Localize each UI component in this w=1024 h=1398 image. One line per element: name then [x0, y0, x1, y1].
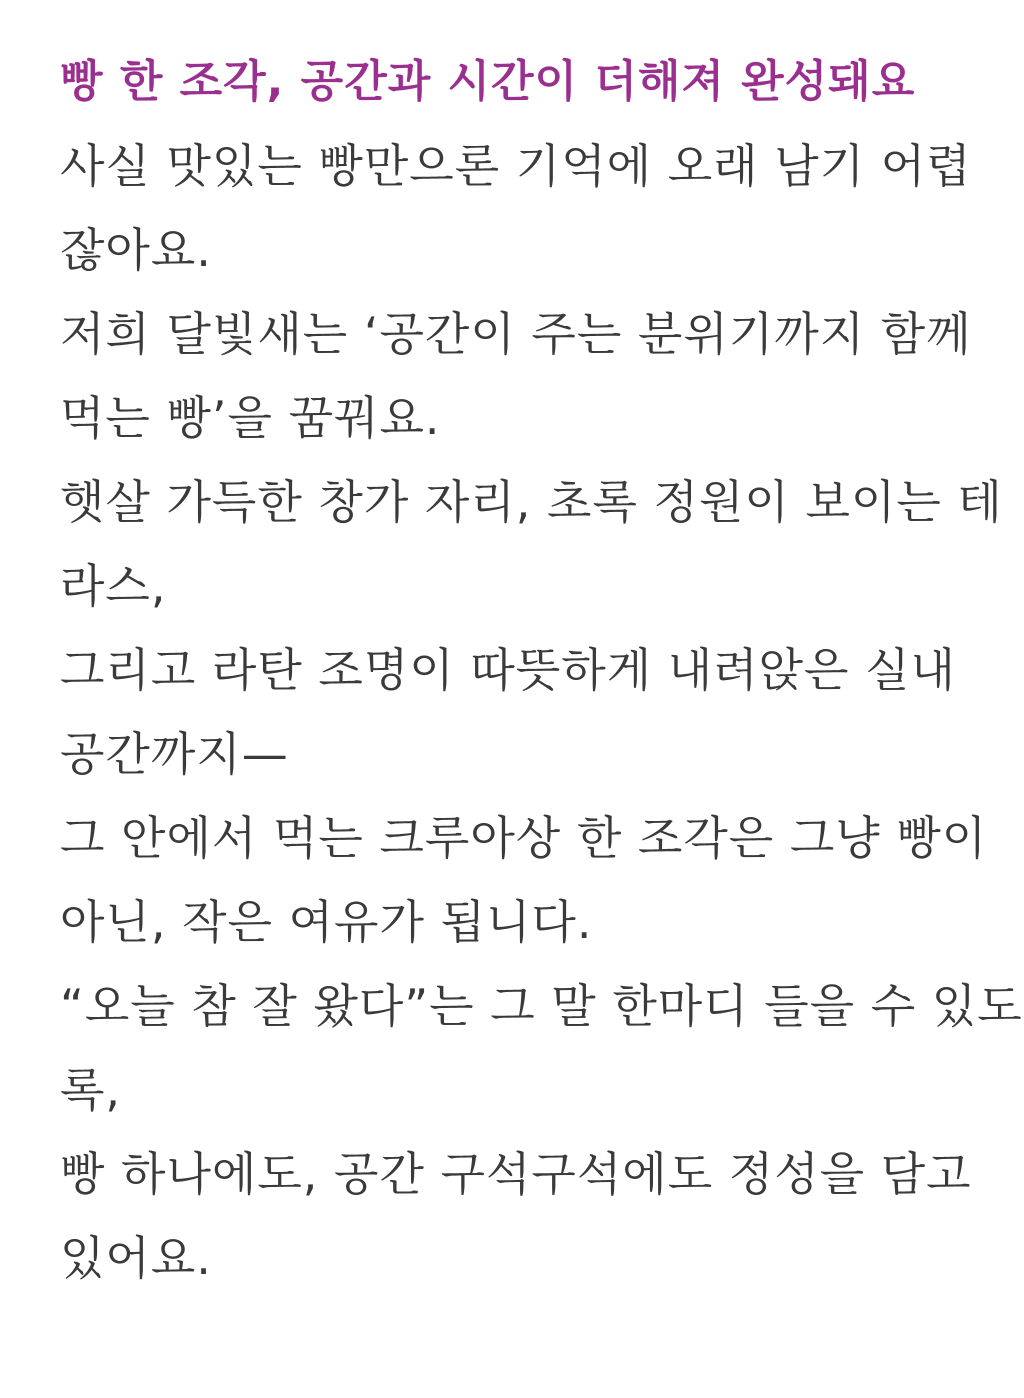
body-line: 라스, [60, 559, 167, 613]
body-line: 아닌, 작은 여유가 됩니다. [60, 895, 593, 949]
body-line: 잖아요. [60, 223, 212, 277]
body-line: 록, [60, 1063, 122, 1117]
section-heading: 빵 한 조각, 공간과 시간이 더해져 완성돼요 [60, 56, 916, 107]
body-line: 그리고 라탄 조명이 따뜻하게 내려앉은 실내 [60, 643, 956, 697]
body-line: 사실 맛있는 빵만으론 기억에 오래 남기 어렵 [60, 139, 972, 193]
article-body [60, 124, 1023, 1300]
body-line: 있어요. [60, 1231, 212, 1285]
body-line: 저희 달빛새는 ‘공간이 주는 분위기까지 함께 [60, 307, 972, 361]
body-line: 햇살 가득한 창가 자리, 초록 정원이 보이는 테 [60, 475, 1003, 529]
body-line: “오늘 참 잘 왔다”는 그 말 한마디 들을 수 있도 [60, 979, 1023, 1033]
body-line: 그 안에서 먹는 크루아상 한 조각은 그냥 빵이 [60, 811, 988, 865]
body-line: 빵 하나에도, 공간 구석구석에도 정성을 담고 [60, 1147, 972, 1201]
body-line: 먹는 빵’을 꿈꿔요. [60, 391, 441, 445]
body-line: 공간까지— [60, 727, 289, 781]
